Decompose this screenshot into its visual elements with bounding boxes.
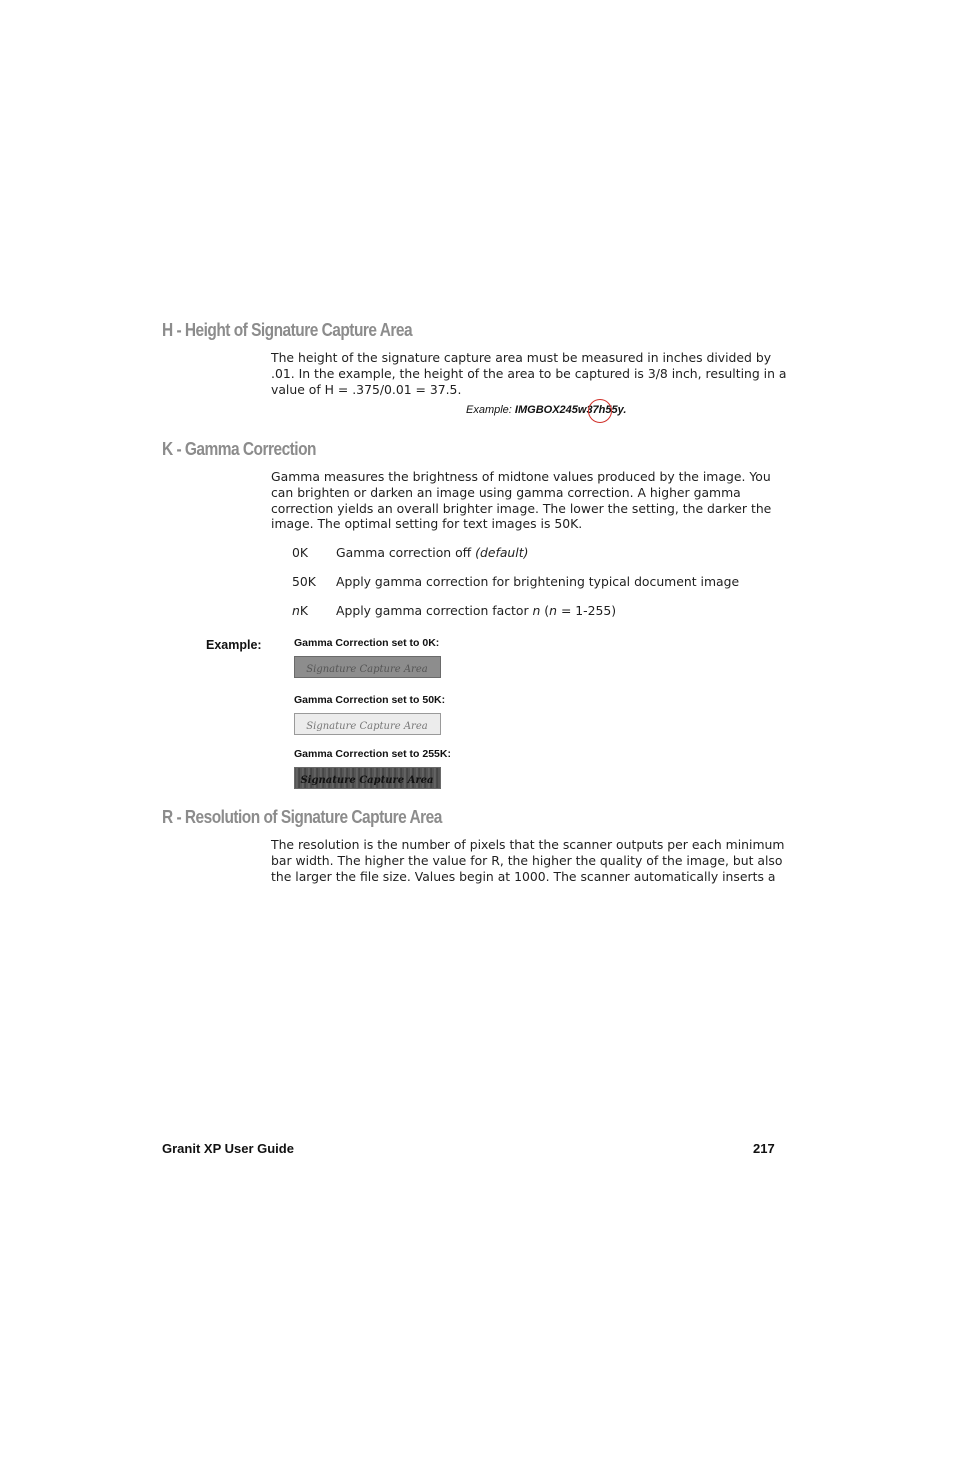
signature-text: Signature Capture Area — [300, 775, 434, 786]
section-heading-height: H - Height of Signature Capture Area — [162, 320, 413, 340]
gamma-caption-0k: Gamma Correction set to 0K: — [294, 637, 440, 649]
gamma-description: Gamma measures the brightness of midtone values produced by the image. You can brighten or darken an image using gamma correction. A higher gamma correction yields an overall brighter image. The lower the setting, the darker the image. The optimal setting for text images is 50K. — [271, 469, 772, 532]
example-label: Example: — [206, 638, 262, 652]
signature-sample-0k — [294, 656, 441, 678]
signature-text: Signature Capture Area — [306, 664, 428, 675]
footer-title: Granit XP User Guide — [162, 1141, 294, 1156]
signature-sample-255k — [294, 767, 441, 789]
option-code: 0K — [292, 545, 309, 560]
option-description: Gamma correction off (default) — [336, 545, 529, 560]
option-code: 50K — [292, 574, 316, 589]
highlight-circle-icon — [588, 399, 612, 423]
option-description: Apply gamma correction for brightening typical document image — [336, 574, 740, 589]
resolution-description: The resolution is the number of pixels that the scanner outputs per each minimum bar width. The higher the value for R, the higher the quality of the image, but also the larger the file size. Values begin at 1000. The scanner automatically inserts a — [271, 837, 785, 884]
option-description: Apply gamma correction factor n (n = 1-255) — [336, 603, 617, 618]
gamma-caption-50k: Gamma Correction set to 50K: — [294, 694, 446, 706]
signature-text: Signature Capture Area — [306, 721, 428, 732]
section-heading-gamma: K - Gamma Correction — [162, 439, 316, 459]
signature-sample-50k — [294, 713, 441, 735]
height-description: The height of the signature capture area must be measured in inches divided by .01. In the example, the height of the area to be captured is 3/8 inch, resulting in a value of H = .375/0.01 = 37.5. — [271, 350, 787, 397]
example-code: IMGBOX245w37h55y. — [514, 404, 627, 416]
gamma-caption-255k: Gamma Correction set to 255K: — [294, 748, 451, 760]
example-prefix: Example: — [466, 404, 515, 416]
option-code: nK — [292, 603, 308, 618]
page-number: 217 — [753, 1141, 775, 1156]
section-heading-resolution: R - Resolution of Signature Capture Area — [162, 807, 442, 827]
